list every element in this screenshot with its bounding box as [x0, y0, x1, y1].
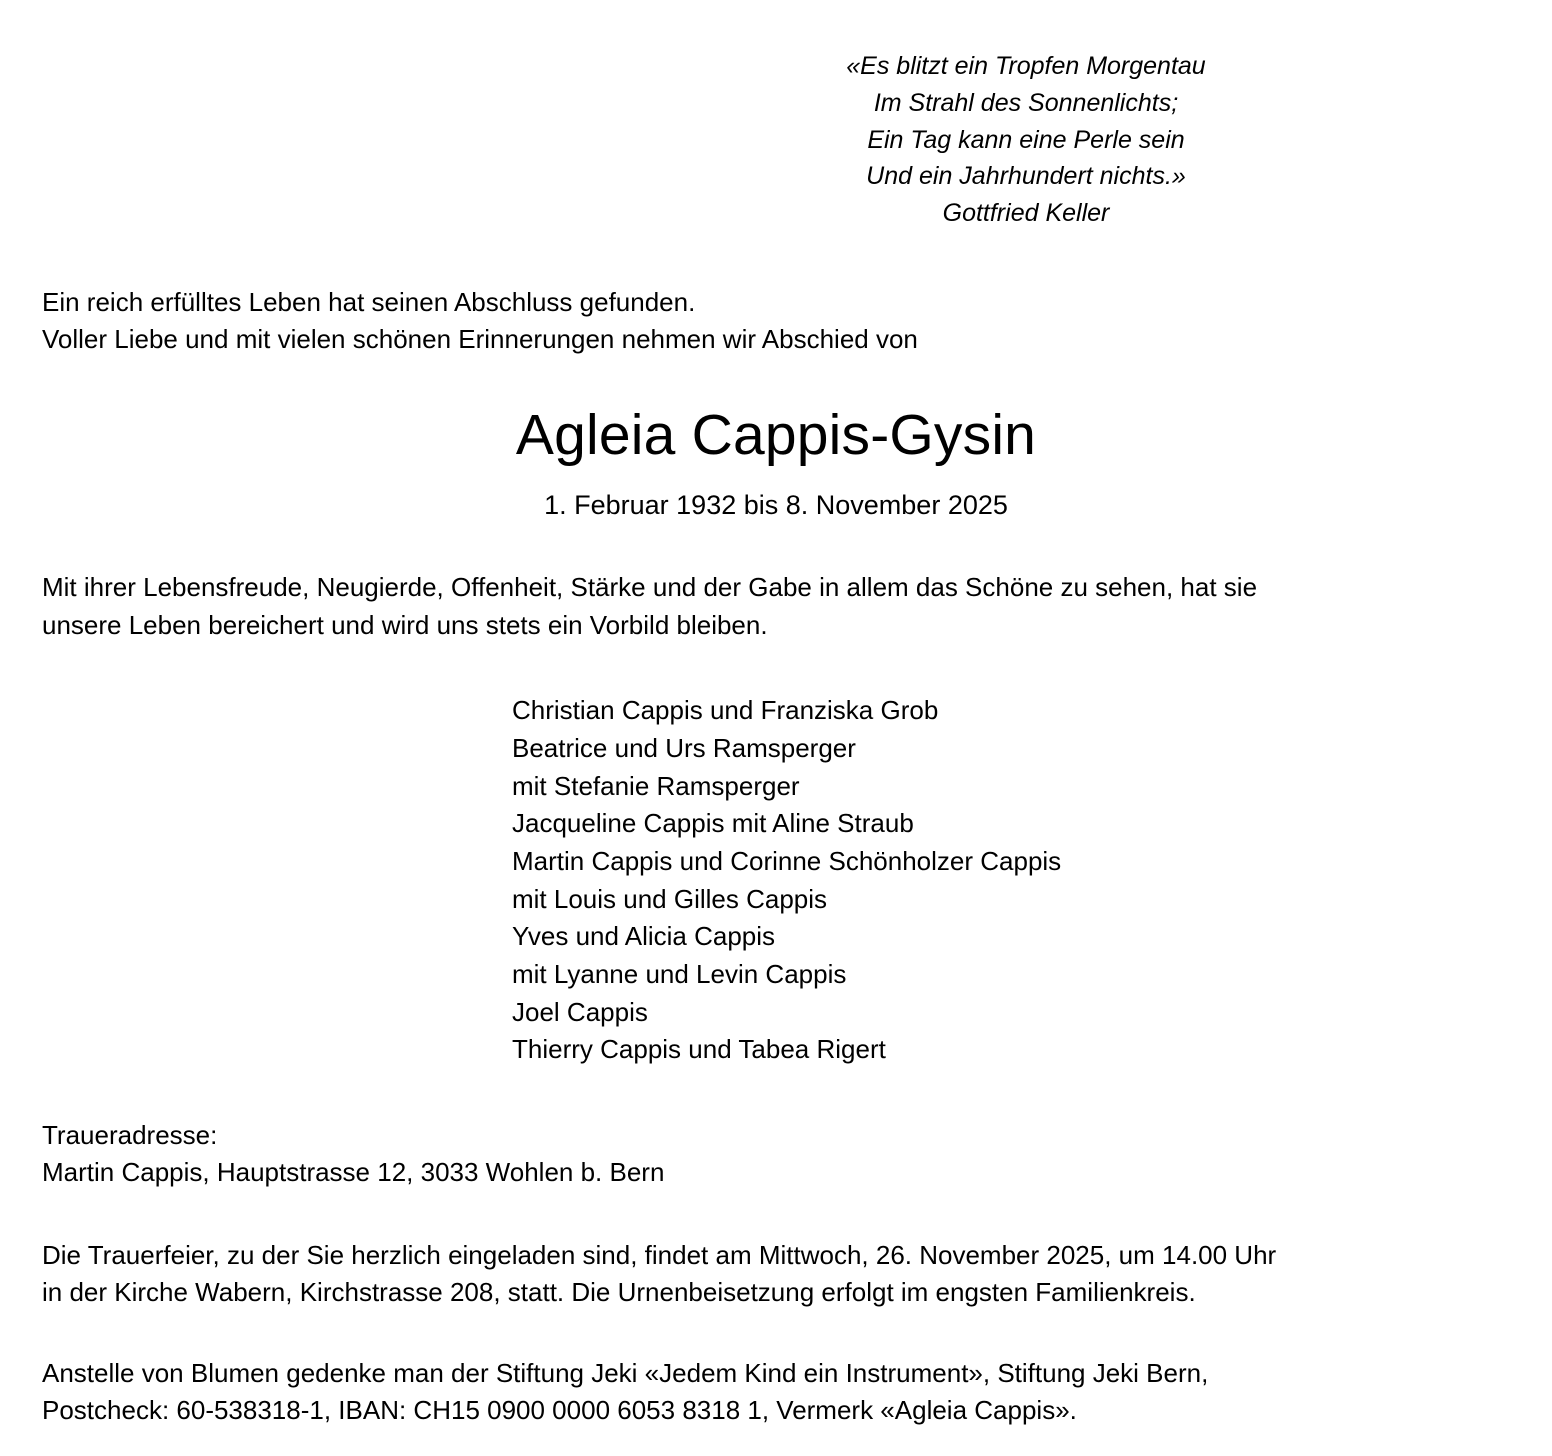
list-item: mit Stefanie Ramsperger — [512, 770, 800, 801]
intro-line-2: Voller Liebe und mit vielen schönen Erinnerungen nehmen wir Abschied von — [42, 323, 918, 354]
donation-line-2: Postcheck: 60-538318-1, IBAN: CH15 0900 0000 6053 8318 1, Vermerk «Agleia Cappis». — [42, 1394, 1077, 1425]
quote-line-2: Im Strahl des Sonnenlichts; — [873, 88, 1179, 117]
quote-line-1: «Es blitzt ein Tropfen Morgentau — [846, 52, 1206, 80]
intro-text — [42, 284, 1510, 358]
tribute-line-2: unsere Leben bereichert und wird uns stets ein Vorbild bleiben. — [42, 609, 768, 640]
ceremony-line-2: in der Kirche Wabern, Kirchstrasse 208, statt. Die Urnenbeisetzung erfolgt im engsten Familienkreis. — [42, 1276, 1196, 1307]
mourning-address-value: Martin Cappis, Hauptstrasse 12, 3033 Wohlen b. Bern — [42, 1156, 665, 1187]
donation-line-1: Anstelle von Blumen gedenke man der Stiftung Jeki «Jedem Kind ein Instrument», Stiftung Jeki Bern, — [42, 1357, 1209, 1388]
quote-block — [42, 48, 1390, 232]
quote-line-4: Und ein Jahrhundert nichts.» — [866, 162, 1186, 191]
list-item: Joel Cappis — [512, 996, 648, 1027]
list-item: mit Louis und Gilles Cappis — [512, 883, 828, 914]
list-item: Martin Cappis und Corinne Schönholzer Cappis — [512, 845, 1062, 876]
intro-line-1: Ein reich erfülltes Leben hat seinen Abschluss gefunden. — [42, 286, 696, 317]
list-item: mit Lyanne und Levin Cappis — [512, 958, 847, 989]
tribute-line-1: Mit ihrer Lebensfreude, Neugierde, Offenheit, Stärke und der Gabe in allem das Schöne zu sehen, hat sie — [42, 572, 1258, 603]
ceremony-info — [42, 1237, 1510, 1311]
list-item: Jacqueline Cappis mit Aline Straub — [512, 808, 914, 839]
tribute-text — [42, 569, 1510, 644]
deceased-dates: 1. Februar 1932 bis 8. November 2025 — [544, 490, 1008, 521]
list-item: Yves und Alicia Cappis — [512, 921, 776, 952]
quote-line-3: Ein Tag kann eine Perle sein — [867, 125, 1185, 154]
list-item: Christian Cappis und Franziska Grob — [512, 695, 939, 726]
quote-author: Gottfried Keller — [942, 199, 1110, 227]
mourning-address-label: Traueradresse: — [42, 1120, 218, 1150]
survivors-list — [42, 692, 1510, 1069]
list-item: Thierry Cappis und Tabea Rigert — [512, 1034, 886, 1065]
donation-info — [42, 1355, 1510, 1429]
ceremony-line-1: Die Trauerfeier, zu der Sie herzlich eingeladen sind, findet am Mittwoch, 26. November 2025, um 14.00 Uhr — [42, 1239, 1277, 1270]
list-item: Beatrice und Urs Ramsperger — [512, 732, 856, 763]
deceased-name: Agleia Cappis-Gysin — [515, 402, 1037, 467]
mourning-address — [42, 1117, 1510, 1191]
